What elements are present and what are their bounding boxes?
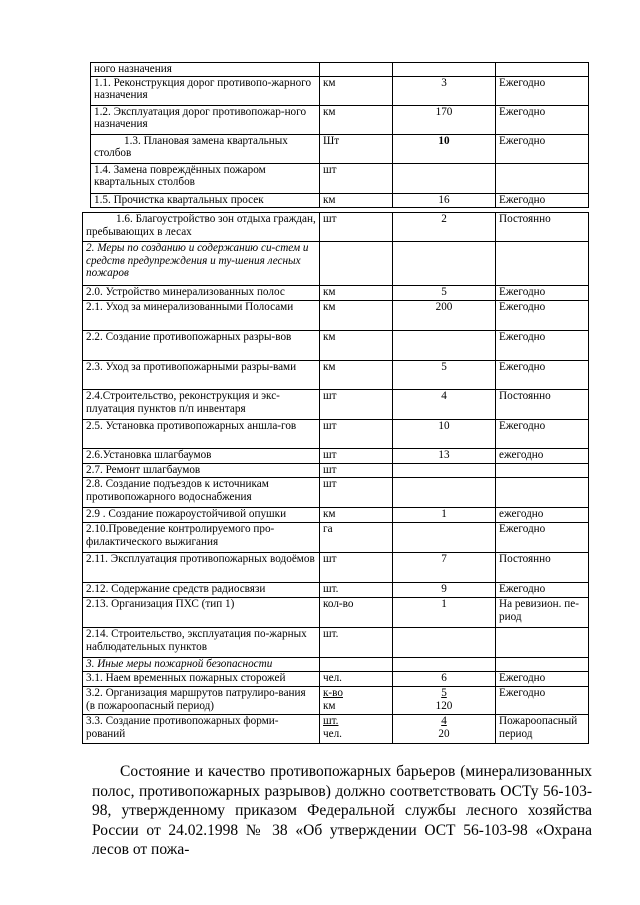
period-cell: Ежегодно <box>496 687 589 715</box>
period-cell <box>496 242 589 286</box>
unit-cell: шт <box>320 449 393 464</box>
period-cell: На ревизион. пе-риод <box>496 598 589 628</box>
period-cell: Ежегодно <box>496 523 589 553</box>
period-cell: Ежегодно <box>496 286 589 301</box>
period-cell: ежегодно <box>496 508 589 523</box>
unit-cell: км <box>320 508 393 523</box>
unit-value: шт. <box>323 715 339 727</box>
period-cell: Ежегодно <box>496 583 589 598</box>
volume-cell <box>393 63 496 77</box>
measure-cell: ного назначения <box>91 63 320 77</box>
table-row <box>91 134 589 163</box>
period-cell <box>496 478 589 508</box>
unit-cell: Шт <box>320 134 393 163</box>
measure-cell: 1.1. Реконструкция дорог противопо-жарного назначения <box>91 76 320 105</box>
volume-cell: 3 <box>393 76 496 105</box>
volume-cell: 200 <box>393 301 496 331</box>
volume-cell <box>393 478 496 508</box>
measure-cell: 3.1. Наем временных пожарных сторожей <box>83 672 320 687</box>
unit-cell: км <box>320 193 393 207</box>
table-row <box>83 687 589 715</box>
measure-cell: 2.13. Организация ПХС (тип 1) <box>83 598 320 628</box>
volume-cell: 1 <box>393 598 496 628</box>
volume-cell: 5 <box>393 286 496 301</box>
measure-cell: 1.3. Плановая замена квартальных столбов <box>91 134 320 163</box>
measure-cell: 2.4.Строительство, реконструкция и экс-плуатация пунктов п/п инвентаря <box>83 390 320 420</box>
volume-cell: 13 <box>393 449 496 464</box>
table-row <box>83 390 589 420</box>
body-paragraph: Состояние и качество противопожарных барьеров (минерализованных полос, противопожарных разрывов) должно соответствовать ОСТу 56-103-98, утвержденному приказом Федеральной службы лесного хозяйства России от 24.02.1998 № 38 «Об утверждении ОСТ 56-103-98 «Охрана лесов от пожа- <box>92 763 592 858</box>
unit-cell <box>320 687 393 715</box>
volume-cell: 10 <box>393 134 496 163</box>
table-row <box>83 598 589 628</box>
table-row <box>83 286 589 301</box>
table-row <box>83 420 589 449</box>
unit-cell: шт <box>320 478 393 508</box>
section-heading: 2. Меры по созданию и содержанию си-стем и средств предупреждения и ту-шения лесных пожаров <box>83 242 320 286</box>
volume-value: 5 <box>441 687 447 699</box>
period-cell <box>496 628 589 658</box>
measure-cell: 2.0. Устройство минерализованных полос <box>83 286 320 301</box>
table-row <box>83 331 589 361</box>
unit-value: чел. <box>323 727 342 740</box>
unit-cell: шт <box>320 464 393 478</box>
volume-value: 20 <box>438 727 450 740</box>
table-row <box>83 508 589 523</box>
table-row <box>83 583 589 598</box>
period-cell: Ежегодно <box>496 420 589 449</box>
period-cell: Ежегодно <box>496 193 589 207</box>
period-cell: Ежегодно <box>496 331 589 361</box>
measure-cell: 1.5. Прочистка квартальных просек <box>91 193 320 207</box>
volume-cell <box>393 331 496 361</box>
unit-value: к-во <box>323 687 343 699</box>
period-cell: Постоянно <box>496 213 589 242</box>
unit-cell: км <box>320 301 393 331</box>
table-row <box>83 361 589 390</box>
period-cell: Ежегодно <box>496 672 589 687</box>
period-cell <box>496 658 589 672</box>
period-cell: Ежегодно <box>496 301 589 331</box>
table-row <box>91 63 589 77</box>
volume-cell <box>393 464 496 478</box>
period-cell: ежегодно <box>496 449 589 464</box>
measure-cell: 1.4. Замена повреждённых пожаром квартальных столбов <box>91 163 320 193</box>
table-row <box>83 464 589 478</box>
unit-cell: шт. <box>320 628 393 658</box>
section-row <box>83 658 589 672</box>
volume-cell <box>393 687 496 715</box>
volume-cell: 2 <box>393 213 496 242</box>
volume-cell: 6 <box>393 672 496 687</box>
unit-cell: кол-во <box>320 598 393 628</box>
period-cell: Ежегодно <box>496 105 589 134</box>
period-cell <box>496 163 589 193</box>
unit-value: км <box>323 699 336 712</box>
unit-cell: шт <box>320 163 393 193</box>
fire-measures-table <box>82 212 589 744</box>
measure-cell: 3.2. Организация маршрутов патрулиро-вания (в пожароопасный период) <box>83 687 320 715</box>
period-cell: Постоянно <box>496 390 589 420</box>
table-row <box>91 163 589 193</box>
measure-cell: 2.8. Создание подъездов к источникам противопожарного водоснабжения <box>83 478 320 508</box>
measure-cell: 3.3. Создание противопожарных форми-рований <box>83 715 320 744</box>
measure-cell: 1.2. Эксплуатация дорог противопожар-ного назначения <box>91 105 320 134</box>
measure-cell: 2.14. Строительство, эксплуатация по-жарных наблюдательных пунктов <box>83 628 320 658</box>
measure-cell: 2.6.Установка шлагбаумов <box>83 449 320 464</box>
unit-cell <box>320 658 393 672</box>
volume-cell <box>393 715 496 744</box>
volume-cell <box>393 163 496 193</box>
volume-cell: 10 <box>393 420 496 449</box>
period-cell: Ежегодно <box>496 76 589 105</box>
unit-cell: шт <box>320 390 393 420</box>
period-cell: Ежегодно <box>496 361 589 390</box>
table-row <box>83 523 589 553</box>
table-row <box>83 301 589 331</box>
volume-cell: 9 <box>393 583 496 598</box>
table-row <box>83 715 589 744</box>
volume-cell: 16 <box>393 193 496 207</box>
unit-cell <box>320 63 393 77</box>
section-heading: 3. Иные меры пожарной безопасности <box>83 658 320 672</box>
measure-cell: 2.10.Проведение контролируемого про-филактического выжигания <box>83 523 320 553</box>
measure-cell: 2.9 . Создание пожароустойчивой опушки <box>83 508 320 523</box>
volume-cell <box>393 242 496 286</box>
unit-cell: шт <box>320 213 393 242</box>
table-row <box>91 76 589 105</box>
period-cell: Ежегодно <box>496 134 589 163</box>
period-cell: Пожароопасный период <box>496 715 589 744</box>
measure-cell: 2.5. Установка противопожарных аншла-гов <box>83 420 320 449</box>
unit-cell: км <box>320 286 393 301</box>
period-cell <box>496 464 589 478</box>
unit-cell: км <box>320 105 393 134</box>
unit-cell: шт. <box>320 583 393 598</box>
volume-cell <box>393 523 496 553</box>
unit-cell: км <box>320 76 393 105</box>
measure-cell: 2.12. Содержание средств радиосвязи <box>83 583 320 598</box>
table-row <box>83 553 589 583</box>
measure-cell: 2.2. Создание противопожарных разры-вов <box>83 331 320 361</box>
volume-cell: 170 <box>393 105 496 134</box>
unit-cell <box>320 715 393 744</box>
volume-cell <box>393 628 496 658</box>
section-row <box>83 242 589 286</box>
volume-cell: 1 <box>393 508 496 523</box>
table-row <box>83 628 589 658</box>
measure-cell: 1.6. Благоустройство зон отдыха граждан, пребывающих в лесах <box>83 213 320 242</box>
unit-cell: шт <box>320 553 393 583</box>
period-cell: Постоянно <box>496 553 589 583</box>
period-cell <box>496 63 589 77</box>
measure-cell: 2.3. Уход за противопожарными разры-вами <box>83 361 320 390</box>
volume-value: 120 <box>435 699 453 712</box>
volume-value: 4 <box>441 715 447 727</box>
measure-cell: 2.1. Уход за минерализованными Полосами <box>83 301 320 331</box>
unit-cell: км <box>320 361 393 390</box>
volume-cell <box>393 658 496 672</box>
measure-cell: 2.11. Эксплуатация противопожарных водоёмов <box>83 553 320 583</box>
fire-measures-table-continued <box>90 62 589 208</box>
table-row <box>91 105 589 134</box>
table-row <box>91 193 589 207</box>
unit-cell: га <box>320 523 393 553</box>
unit-cell <box>320 242 393 286</box>
volume-cell: 4 <box>393 390 496 420</box>
unit-cell: км <box>320 331 393 361</box>
table-row <box>83 672 589 687</box>
unit-cell: шт <box>320 420 393 449</box>
table-row <box>83 449 589 464</box>
volume-cell: 5 <box>393 361 496 390</box>
table-row <box>83 213 589 242</box>
unit-cell: чел. <box>320 672 393 687</box>
volume-cell: 7 <box>393 553 496 583</box>
measure-cell: 2.7. Ремонт шлагбаумов <box>83 464 320 478</box>
table-row <box>83 478 589 508</box>
